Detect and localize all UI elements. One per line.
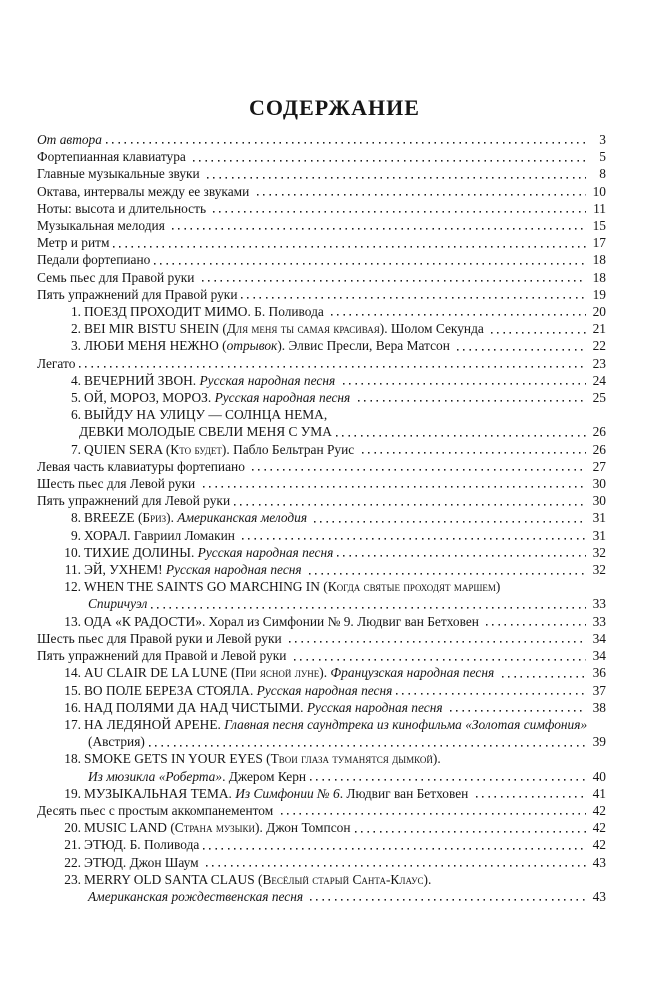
dot-leader bbox=[455, 337, 588, 354]
page-number: 38 bbox=[592, 699, 606, 715]
toc-entry bbox=[37, 716, 606, 733]
entry-number: 21. bbox=[64, 837, 81, 853]
entry-title: ХОРАЛ. Гавриил Ломакин bbox=[84, 527, 239, 543]
toc-entry bbox=[37, 234, 606, 251]
toc-entry bbox=[37, 595, 606, 612]
entry-number: 2. bbox=[70, 321, 81, 337]
entry-title: ЭТЮД. Б. Поливода bbox=[84, 837, 200, 853]
page-number: 32 bbox=[592, 562, 606, 578]
toc-entry bbox=[37, 819, 606, 836]
page-number: 25 bbox=[592, 390, 606, 406]
dot-leader bbox=[307, 561, 588, 578]
entry-number: 3. bbox=[70, 338, 81, 354]
entry-number: 9. bbox=[70, 527, 81, 543]
entry-number: 10. bbox=[64, 544, 81, 560]
page-number: 19 bbox=[592, 286, 606, 302]
toc-entry bbox=[37, 217, 606, 234]
page-number: 24 bbox=[592, 372, 606, 388]
toc-entry bbox=[37, 148, 606, 165]
page-number: 37 bbox=[592, 682, 606, 698]
entry-number: 5. bbox=[70, 390, 81, 406]
page-number: 36 bbox=[592, 665, 606, 681]
page-number: 15 bbox=[592, 218, 606, 234]
page-number: 8 bbox=[599, 166, 606, 182]
entry-title: ЭЙ, УХНЕМ! Русская народная песня bbox=[84, 562, 305, 578]
entry-title: От автора bbox=[37, 132, 102, 147]
page-number: 39 bbox=[592, 734, 606, 750]
dot-leader bbox=[329, 303, 588, 320]
page-number: 10 bbox=[592, 183, 606, 199]
dot-leader bbox=[250, 458, 588, 475]
entry-title: Спиричуэл bbox=[88, 596, 148, 612]
toc-entry bbox=[37, 785, 606, 802]
dot-leader bbox=[111, 234, 588, 251]
entry-number: 22. bbox=[64, 854, 81, 870]
page-number: 33 bbox=[592, 596, 606, 612]
toc-entry bbox=[37, 131, 606, 148]
toc-entry bbox=[37, 682, 606, 699]
dot-leader bbox=[255, 183, 588, 200]
entry-title: Музыкальная мелодия bbox=[37, 218, 169, 234]
entry-title: Американская рождественская песня bbox=[88, 888, 307, 904]
toc-entry bbox=[37, 750, 606, 767]
entry-number: 1. bbox=[70, 304, 81, 320]
entry-title: Шесть пьес для Левой руки bbox=[37, 476, 199, 492]
page-title: СОДЕРЖАНИЕ bbox=[249, 95, 420, 120]
entry-title: ЛЮБИ МЕНЯ НЕЖНО (отрывок). Элвис Пресли, Вера Матсон bbox=[84, 338, 454, 354]
page-number: 41 bbox=[592, 785, 606, 801]
toc-entry bbox=[37, 664, 606, 681]
dot-leader bbox=[474, 785, 588, 802]
entry-number: 7. bbox=[70, 441, 81, 457]
dot-leader bbox=[239, 286, 588, 303]
dot-leader bbox=[308, 888, 588, 905]
dot-leader bbox=[287, 630, 588, 647]
toc-entry bbox=[37, 441, 606, 458]
entry-title: Пять упражнений для Правой и Левой руки bbox=[37, 648, 290, 664]
entry-title: Левая часть клавиатуры фортепиано bbox=[37, 458, 249, 474]
toc-entry bbox=[37, 320, 606, 337]
page-number: 42 bbox=[592, 837, 606, 853]
page-number: 3 bbox=[599, 132, 606, 147]
page-number: 30 bbox=[592, 493, 606, 509]
page-number: 43 bbox=[592, 854, 606, 870]
entry-title: SMOKE GETS IN YOUR EYES (Твои глаза туманятся дымкой). bbox=[84, 751, 441, 767]
toc-entry bbox=[37, 337, 606, 354]
entry-title: AU CLAIR DE LA LUNE (При ясной луне). Французская народная песня bbox=[84, 665, 498, 681]
dot-leader bbox=[152, 251, 588, 268]
toc-entry bbox=[37, 544, 606, 561]
toc-entry bbox=[37, 888, 606, 905]
toc-entry bbox=[37, 733, 606, 750]
toc-entry bbox=[37, 269, 606, 286]
dot-leader bbox=[341, 372, 588, 389]
entry-number: 13. bbox=[64, 613, 81, 629]
entry-title: ТИХИЕ ДОЛИНЫ. Русская народная песня bbox=[84, 544, 334, 560]
toc-entry bbox=[37, 286, 606, 303]
page-number: 26 bbox=[592, 424, 606, 440]
toc-entry bbox=[37, 475, 606, 492]
entry-number: 18. bbox=[64, 751, 81, 767]
entry-title: ОЙ, МОРОЗ, МОРОЗ. Русская народная песня bbox=[84, 390, 354, 406]
page-number: 42 bbox=[592, 802, 606, 818]
dot-leader bbox=[279, 802, 588, 819]
page-number: 32 bbox=[592, 544, 606, 560]
page-number: 21 bbox=[592, 321, 606, 337]
toc-entry bbox=[37, 251, 606, 268]
toc-entry bbox=[37, 355, 606, 372]
entry-number: 17. bbox=[64, 716, 81, 732]
page-number: 42 bbox=[592, 820, 606, 836]
page-number: 31 bbox=[592, 527, 606, 543]
entry-title: ВЫЙДУ НА УЛИЦУ — СОЛНЦА НЕМА, bbox=[84, 407, 328, 423]
page-number: 33 bbox=[592, 613, 606, 629]
entry-number: 6. bbox=[70, 407, 81, 423]
entry-title: Ноты: высота и длительность bbox=[37, 200, 210, 216]
toc-entry bbox=[37, 647, 606, 664]
dot-leader bbox=[360, 441, 588, 458]
dot-leader bbox=[448, 699, 588, 716]
toc-entry bbox=[37, 303, 606, 320]
entry-title: Шесть пьес для Правой руки и Левой руки bbox=[37, 630, 285, 646]
toc-entry bbox=[37, 458, 606, 475]
page-number: 22 bbox=[592, 338, 606, 354]
dot-leader bbox=[292, 647, 588, 664]
toc-entry bbox=[37, 492, 606, 509]
entry-number: 19. bbox=[64, 785, 81, 801]
entry-title: ОДА «К РАДОСТИ». Хорал из Симфонии № 9. Людвиг ван Бетховен bbox=[84, 613, 483, 629]
dot-leader bbox=[201, 475, 589, 492]
entry-title: ВЕЧЕРНИЙ ЗВОН. Русская народная песня bbox=[84, 372, 339, 388]
entry-title: Пять упражнений для Левой руки bbox=[37, 493, 231, 509]
entry-title: НАД ПОЛЯМИ ДА НАД ЧИСТЫМИ. Русская народная песня bbox=[84, 699, 446, 715]
dot-leader bbox=[77, 355, 588, 372]
dot-leader bbox=[353, 819, 589, 836]
entry-title: ДЕВКИ МОЛОДЫЕ СВЕЛИ МЕНЯ С УМА bbox=[79, 424, 332, 440]
toc-list bbox=[0, 131, 669, 905]
toc-entry bbox=[37, 200, 606, 217]
page-number: 26 bbox=[592, 441, 606, 457]
page-number: 18 bbox=[592, 252, 606, 268]
entry-title: Десять пьес с простым аккомпанементом bbox=[37, 802, 277, 818]
toc-entry bbox=[37, 768, 606, 785]
page-number: 43 bbox=[592, 888, 606, 904]
toc-entry bbox=[37, 372, 606, 389]
dot-leader bbox=[104, 131, 588, 148]
dot-leader bbox=[205, 165, 588, 182]
entry-title: WHEN THE SAINTS GO MARCHING IN (Когда святые проходят маршем) bbox=[84, 579, 501, 595]
dot-leader bbox=[335, 544, 588, 561]
entry-title: MERRY OLD SANTA CLAUS (Весёлый старый Санта-Клаус). bbox=[84, 871, 432, 887]
entry-title: MUSIC LAND (Страна музыки). Джон Томпсон bbox=[84, 820, 351, 836]
entry-title: Педали фортепиано bbox=[37, 252, 151, 268]
dot-leader bbox=[191, 148, 588, 165]
entry-title: ЭТЮД. Джон Шаум bbox=[84, 854, 202, 870]
entry-title: BEI MIR BISTU SHEIN (Для меня ты самая красивая). Шолом Секунда bbox=[84, 321, 488, 337]
page-number: 27 bbox=[592, 458, 606, 474]
page-number: 23 bbox=[592, 355, 606, 371]
entry-title: ВО ПОЛЕ БЕРЕЗА СТОЯЛА. Русская народная песня bbox=[84, 682, 393, 698]
page-number: 34 bbox=[592, 630, 606, 646]
toc-entry bbox=[37, 854, 606, 871]
dot-leader bbox=[334, 423, 588, 440]
entry-number: 23. bbox=[64, 871, 81, 887]
toc-entry bbox=[37, 165, 606, 182]
page-number: 20 bbox=[592, 304, 606, 320]
page-number: 18 bbox=[592, 269, 606, 285]
dot-leader bbox=[394, 682, 588, 699]
entry-title: Из мюзикла «Роберта». Джером Керн bbox=[88, 768, 307, 784]
entry-title: НА ЛЕДЯНОЙ АРЕНЕ. Главная песня саундтрека из кинофильма «Золотая симфония» bbox=[84, 716, 588, 732]
entry-number: 8. bbox=[70, 510, 81, 526]
dot-leader bbox=[500, 664, 588, 681]
toc-entry bbox=[37, 509, 606, 526]
entry-number: 14. bbox=[64, 665, 81, 681]
entry-title: МУЗЫКАЛЬНАЯ ТЕМА. Из Симфонии № 6. Людвиг ван Бетховен bbox=[84, 785, 472, 801]
entry-number: 15. bbox=[64, 682, 81, 698]
toc-entry bbox=[37, 527, 606, 544]
entry-title: QUIEN SERA (Кто будет). Пабло Бельтран Руис bbox=[84, 441, 358, 457]
dot-leader bbox=[240, 527, 588, 544]
toc-entry bbox=[37, 578, 606, 595]
entry-number: 4. bbox=[70, 372, 81, 388]
dot-leader bbox=[201, 836, 588, 853]
dot-leader bbox=[312, 509, 588, 526]
entry-number: 11. bbox=[64, 562, 81, 578]
entry-title: Главные музыкальные звуки bbox=[37, 166, 204, 182]
toc-entry bbox=[37, 613, 606, 630]
dot-leader bbox=[489, 320, 588, 337]
dot-leader bbox=[211, 200, 588, 217]
entry-title: ПОЕЗД ПРОХОДИТ МИМО. Б. Поливода bbox=[84, 304, 328, 320]
dot-leader bbox=[204, 854, 588, 871]
dot-leader bbox=[147, 733, 588, 750]
entry-title: Легато bbox=[37, 355, 76, 371]
toc-entry bbox=[37, 802, 606, 819]
dot-leader bbox=[484, 613, 588, 630]
toc-entry bbox=[37, 406, 606, 423]
entry-number: 16. bbox=[64, 699, 81, 715]
toc-entry bbox=[37, 871, 606, 888]
dot-leader bbox=[149, 595, 588, 612]
page-number: 11 bbox=[593, 200, 606, 216]
page-number: 40 bbox=[592, 768, 606, 784]
entry-title: BREEZE (Бриз). Американская мелодия bbox=[84, 510, 311, 526]
entry-title: Фортепианная клавиатура bbox=[37, 149, 190, 165]
entry-number: 12. bbox=[64, 579, 81, 595]
entry-title: Октава, интервалы между ее звуками bbox=[37, 183, 253, 199]
toc-entry bbox=[37, 561, 606, 578]
toc-entry bbox=[37, 699, 606, 716]
toc-entry bbox=[37, 630, 606, 647]
dot-leader bbox=[232, 492, 588, 509]
page-number: 17 bbox=[592, 235, 606, 251]
page-number: 30 bbox=[592, 476, 606, 492]
dot-leader bbox=[308, 768, 588, 785]
entry-title: Пять упражнений для Правой руки bbox=[37, 286, 238, 302]
entry-title: Семь пьес для Правой руки bbox=[37, 269, 198, 285]
toc-entry bbox=[37, 836, 606, 853]
dot-leader bbox=[356, 389, 588, 406]
entry-title: Метр и ритм bbox=[37, 235, 110, 251]
toc-entry bbox=[37, 183, 606, 200]
dot-leader bbox=[170, 217, 588, 234]
entry-number: 20. bbox=[64, 820, 81, 836]
page-number: 34 bbox=[592, 648, 606, 664]
page-number: 31 bbox=[592, 510, 606, 526]
toc-entry bbox=[37, 389, 606, 406]
dot-leader bbox=[200, 269, 588, 286]
entry-title: (Австрия) bbox=[88, 734, 145, 750]
toc-entry bbox=[37, 423, 606, 440]
page-number: 5 bbox=[599, 149, 606, 165]
